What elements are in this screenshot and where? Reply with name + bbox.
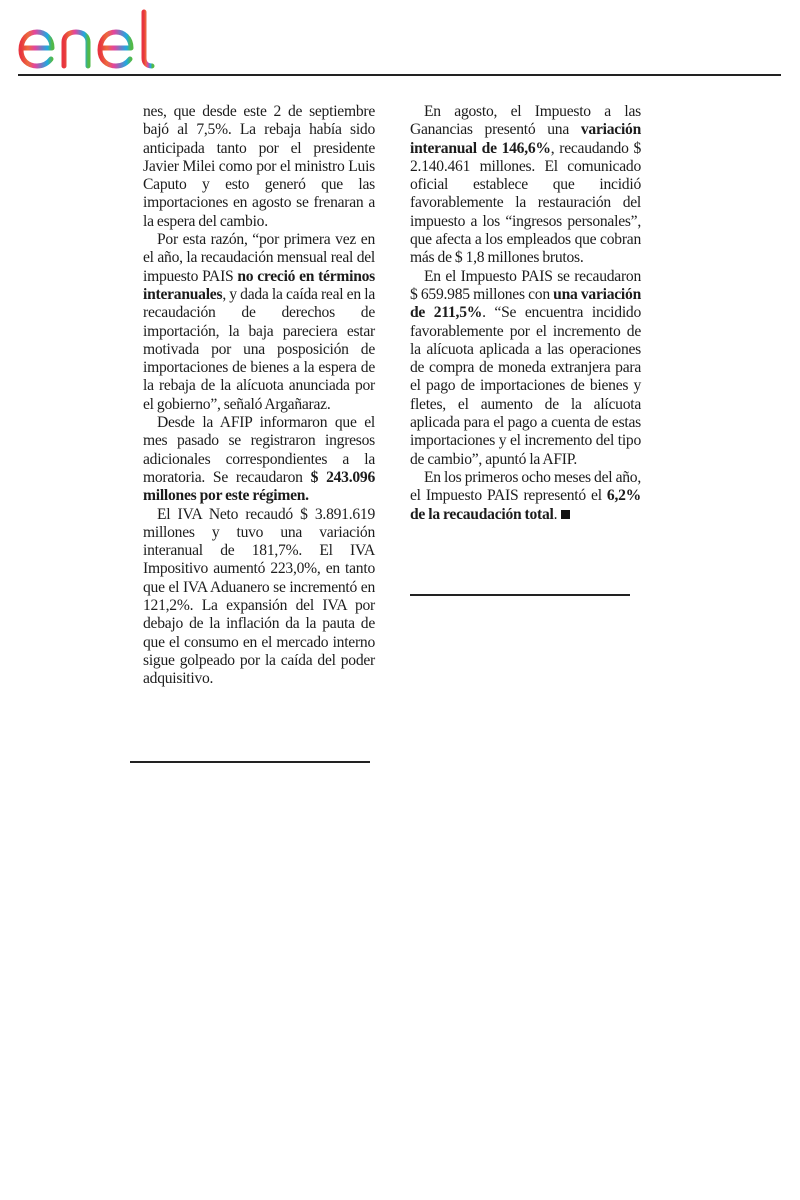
paragraph: Por esta razón, “por primera vez en el año, la recaudación mensual real del impuesto PAIS no creció en términos interanuales, y dada la caída real en la recaudación de derechos de importación, la baja pareciera estar motivada por una posposición de importaciones de bienes a la espera de la rebaja de la alícuota anunciada por el gobierno”, señaló Argañaraz. [143, 231, 375, 413]
paragraph: Desde la AFIP informaron que el mes pasado se registraron ingresos adicionales correspondientes a la moratoria. Se recaudaron $ 243.096 millones por este régimen. [143, 414, 375, 505]
end-of-article-mark [561, 510, 570, 519]
column-end-rule-left [130, 761, 370, 763]
header [0, 0, 800, 80]
paragraph: nes, que desde este 2 de septiembre bajó al 7,5%. La rebaja había sido anticipada tanto por el presidente Javier Milei como por el ministro Luis Caputo y esto generó que las importaciones en agosto se frenaran a la espera del cambio. [143, 103, 375, 230]
header-divider [18, 74, 781, 76]
paragraph: En los primeros ocho meses del año, el Impuesto PAIS representó el 6,2% de la recaudación total. [410, 468, 641, 523]
paragraph: En agosto, el Impuesto a las Ganancias presentó una variación interanual de 146,6%, recaudando $ 2.140.461 millones. El comunicado oficial establece que incidió favorablemente la restauración del impuesto a los “ingresos personales”, que afecta a los empleados que cobran más de $ 1,8 millones brutos. [410, 103, 641, 267]
paragraph: El IVA Neto recaudó $ 3.891.619 millones y tuvo una variación interanual de 181,7%. El IVA Impositivo aumentó 223,0%, en tanto que el IVA Aduanero se incrementó en 121,2%. La expansión del IVA por debajo de la inflación da la pauta de que el consumo en el mercado interno sigue golpeado por la caída del poder adquisitivo. [143, 505, 375, 688]
article-column-right [410, 103, 641, 524]
enel-logo [16, 8, 184, 70]
column-end-rule-right [410, 594, 630, 596]
paragraph: En el Impuesto PAIS se recaudaron $ 659.985 millones con una variación de 211,5%. “Se encuentra incidido favorablemente por el incremento de la alícuota aplicada a las operaciones de compra de moneda extranjera para el pago de importaciones de bienes y fletes, el aumento de la alícuota aplicada para el pago a cuenta de estas importaciones y el incremento del tipo de cambio”, apuntó la AFIP. [410, 267, 641, 468]
article-column-left [143, 103, 375, 689]
